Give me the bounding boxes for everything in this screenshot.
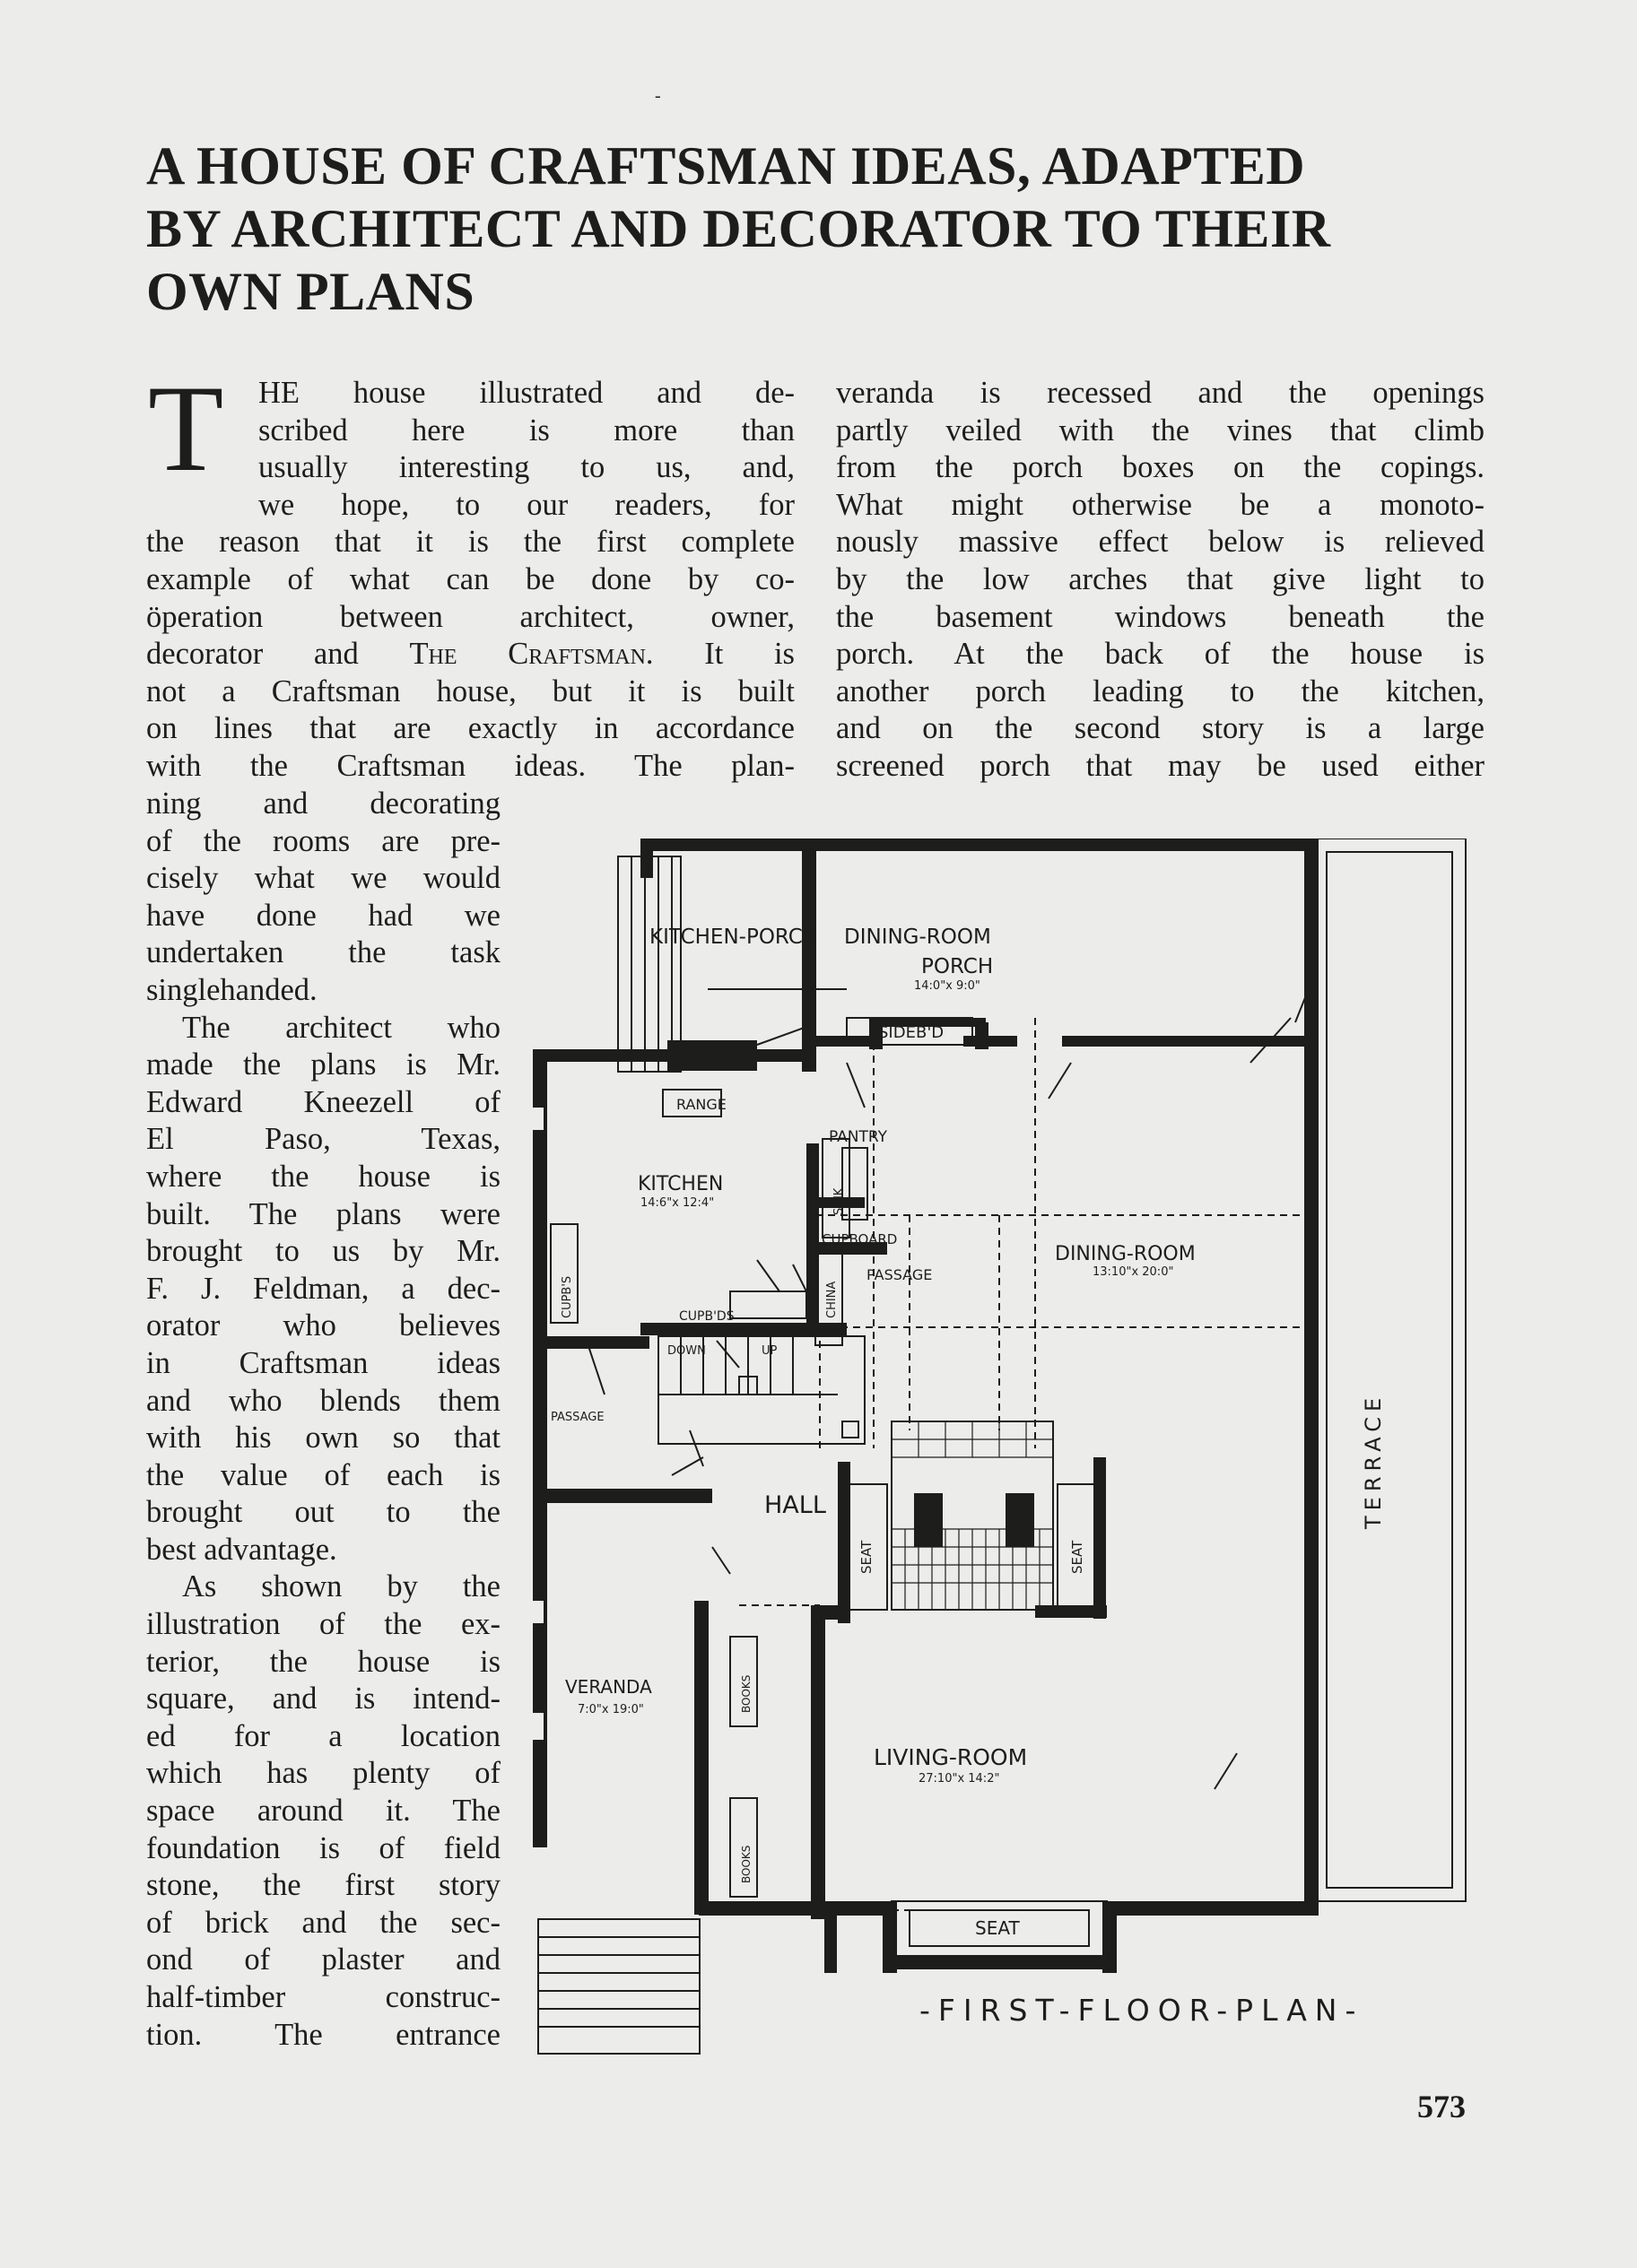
first-floor-plan xyxy=(533,839,1475,2058)
text-line: Edward Kneezell of xyxy=(146,1084,501,1119)
label-veranda: VERANDA xyxy=(565,1676,652,1698)
text-line: on lines that are exactly in accordance xyxy=(146,711,795,746)
text-line-indented xyxy=(146,1010,501,1047)
wall xyxy=(1304,839,1319,1906)
wall xyxy=(1107,1901,1319,1916)
wall xyxy=(806,1143,819,1323)
text-line: El Paso, Texas, xyxy=(146,1122,501,1157)
text-line: stone, the first story xyxy=(146,1868,501,1903)
label-dining-room-dimensions: 13:10"x 20:0" xyxy=(1093,1265,1174,1279)
label-cupboards-left: CUPB'S xyxy=(561,1275,574,1318)
wall xyxy=(533,1049,690,1062)
label-pantry: PANTRY xyxy=(829,1128,888,1146)
wall xyxy=(533,1489,712,1503)
front-steps xyxy=(538,1919,700,2054)
label-range: RANGE xyxy=(676,1096,727,1113)
label-china: CHINA xyxy=(825,1281,839,1318)
text-line: where the house is xyxy=(146,1159,501,1194)
wall xyxy=(640,851,653,878)
label-books-upper: BOOKS xyxy=(740,1674,753,1713)
text-fragment: It is xyxy=(704,637,795,672)
text-line: partly veiled with the vines that climb xyxy=(836,413,1485,448)
terrace-outline xyxy=(1313,839,1466,1901)
text-line: orator who believes xyxy=(146,1308,501,1343)
text-line: made the plans is Mr. xyxy=(146,1047,501,1082)
wall xyxy=(1062,1036,1309,1047)
title-line: BY ARCHITECT AND DECORATOR TO THEIR xyxy=(146,199,1331,258)
wall xyxy=(1071,839,1318,851)
label-porch: PORCH xyxy=(921,955,994,978)
printer-mark: - xyxy=(655,86,661,106)
text-line: in Craftsman ideas xyxy=(146,1345,501,1380)
text-line: cisely what we would xyxy=(146,861,501,896)
title-line: OWN PLANS xyxy=(146,262,475,321)
plan-caption: -FIRST-FLOOR-PLAN- xyxy=(919,1993,1364,2028)
label-porch-dimensions: 14:0"x 9:0" xyxy=(914,979,980,993)
text-line: nously massive effect below is relieved xyxy=(836,525,1485,560)
text-line: with his own so that xyxy=(146,1421,501,1456)
fireplace-jamb xyxy=(914,1493,943,1547)
text-line: the basement windows beneath the xyxy=(836,599,1485,634)
text-line: space around it. The xyxy=(146,1794,501,1829)
text-line: öperation between architect, owner, xyxy=(146,599,795,634)
text-fragment: As shown by the xyxy=(182,1569,501,1604)
text-line: tion. The entrance xyxy=(146,2017,501,2052)
text-fragment: The architect who xyxy=(182,1010,501,1045)
label-cupboards-stair: CUPB'DS xyxy=(679,1309,735,1324)
label-sink: SINK xyxy=(832,1187,846,1215)
floor-plan-drawing xyxy=(533,839,1475,2058)
label-dining-room: DINING-ROOM xyxy=(1055,1243,1196,1265)
label-terrace: TERRACE xyxy=(1361,1392,1386,1529)
text-line: veranda is recessed and the openings xyxy=(836,376,1485,410)
terrace-inner xyxy=(1327,852,1452,1888)
text-line: we hope, to our readers, for xyxy=(258,487,795,522)
text-line: singlehanded. xyxy=(146,972,318,1007)
label-seat-left: SEAT xyxy=(858,1540,875,1574)
text-line: and on the second story is a large xyxy=(836,711,1485,746)
wall xyxy=(667,1040,757,1071)
drop-cap: T xyxy=(148,360,224,497)
text-line: another porch leading to the kitchen, xyxy=(836,673,1485,708)
label-living-room-dimensions: 27:10"x 14:2" xyxy=(919,1772,1000,1786)
text-line: porch. At the back of the house is xyxy=(836,637,1485,672)
wall xyxy=(963,1036,1017,1047)
label-dining-room-porch: DINING-ROOM xyxy=(844,925,991,949)
text-column-right xyxy=(836,375,1485,786)
text-line: F. J. Feldman, a dec- xyxy=(146,1271,501,1306)
text-line: undertaken the task xyxy=(146,935,501,970)
text-line: ond of plaster and xyxy=(146,1942,501,1977)
label-kitchen-dimensions: 14:6"x 12:4" xyxy=(640,1196,715,1210)
wall xyxy=(815,1036,883,1047)
text-line: have done had we xyxy=(146,898,501,933)
text-line: ed for a location xyxy=(146,1718,501,1753)
text-fragment: decorator and xyxy=(146,637,359,672)
text-line: brought to us by Mr. xyxy=(146,1234,501,1269)
text-line: half-timber construc- xyxy=(146,1980,501,2014)
page-number: 573 xyxy=(1417,2089,1466,2125)
wall xyxy=(892,1955,1116,1968)
wall xyxy=(802,839,816,1072)
label-passage-middle: PASSAGE xyxy=(866,1266,933,1283)
label-books-lower: BOOKS xyxy=(740,1845,753,1883)
label-cupboard: CUPBOARD xyxy=(822,1231,898,1247)
label-seat-right: SEAT xyxy=(1069,1540,1085,1574)
text-line: best advantage. xyxy=(146,1532,337,1567)
text-column-narrow xyxy=(146,786,501,2054)
text-line: with the Craftsman ideas. The plan- xyxy=(146,748,795,783)
text-line: square, and is intend- xyxy=(146,1681,501,1716)
fireplace-jamb xyxy=(1006,1493,1034,1547)
wall xyxy=(699,1901,892,1916)
label-down: DOWN xyxy=(667,1344,706,1358)
text-line: and who blends them xyxy=(146,1383,501,1418)
label-passage-left: PASSAGE xyxy=(551,1411,605,1424)
text-line: the reason that it is the first complete xyxy=(146,525,795,560)
label-living-room: LIVING-ROOM xyxy=(874,1744,1028,1770)
wall xyxy=(640,839,1071,851)
text-line: What might otherwise be a monoto- xyxy=(836,487,1485,522)
wall xyxy=(1093,1457,1106,1619)
label-kitchen: KITCHEN xyxy=(638,1173,724,1195)
text-column-left xyxy=(146,360,795,786)
magazine-name: The Craftsman. xyxy=(409,637,654,672)
text-line: example of what can be done by co- xyxy=(146,561,795,596)
text-line-composite xyxy=(146,636,795,673)
text-line: HE house illustrated and de- xyxy=(258,376,795,410)
wall xyxy=(824,1901,837,1973)
text-line: screened porch that may be used either xyxy=(836,748,1485,783)
wall xyxy=(640,1323,847,1335)
text-line: built. The plans were xyxy=(146,1196,501,1231)
text-line: illustration of the ex- xyxy=(146,1607,501,1642)
text-line: which has plenty of xyxy=(146,1756,501,1791)
text-line: foundation is of field xyxy=(146,1830,501,1865)
text-line: usually interesting to us, and, xyxy=(258,450,795,485)
label-veranda-dimensions: 7:0"x 19:0" xyxy=(578,1703,644,1716)
wall xyxy=(694,1601,709,1915)
label-up: UP xyxy=(762,1344,778,1358)
label-kitchen-porch: KITCHEN-PORCH xyxy=(649,925,819,949)
label-seat-bottom: SEAT xyxy=(975,1917,1020,1939)
text-line: brought out to the xyxy=(146,1495,501,1530)
text-line: of the rooms are pre- xyxy=(146,823,501,858)
wall xyxy=(811,1605,838,1620)
wall xyxy=(838,1462,850,1623)
label-hall: HALL xyxy=(764,1491,826,1519)
label-sideboard: SIDEB'D xyxy=(878,1023,945,1042)
text-line: scribed here is more than xyxy=(258,413,795,448)
title-line: A HOUSE OF CRAFTSMAN IDEAS, ADAPTED xyxy=(146,136,1306,196)
wall xyxy=(757,1049,811,1062)
text-line: the value of each is xyxy=(146,1457,501,1492)
text-line: not a Craftsman house, but it is built xyxy=(146,673,795,708)
text-line: ning and decorating xyxy=(146,786,501,821)
text-line: by the low arches that give light to xyxy=(836,561,1485,596)
text-line: of brick and the sec- xyxy=(146,1905,501,1940)
article-title xyxy=(146,135,1501,323)
text-line-indented xyxy=(146,1568,501,1606)
wall xyxy=(533,1336,649,1349)
wall xyxy=(811,1605,825,1919)
text-line: from the porch boxes on the copings. xyxy=(836,450,1485,485)
text-line: terior, the house is xyxy=(146,1644,501,1679)
